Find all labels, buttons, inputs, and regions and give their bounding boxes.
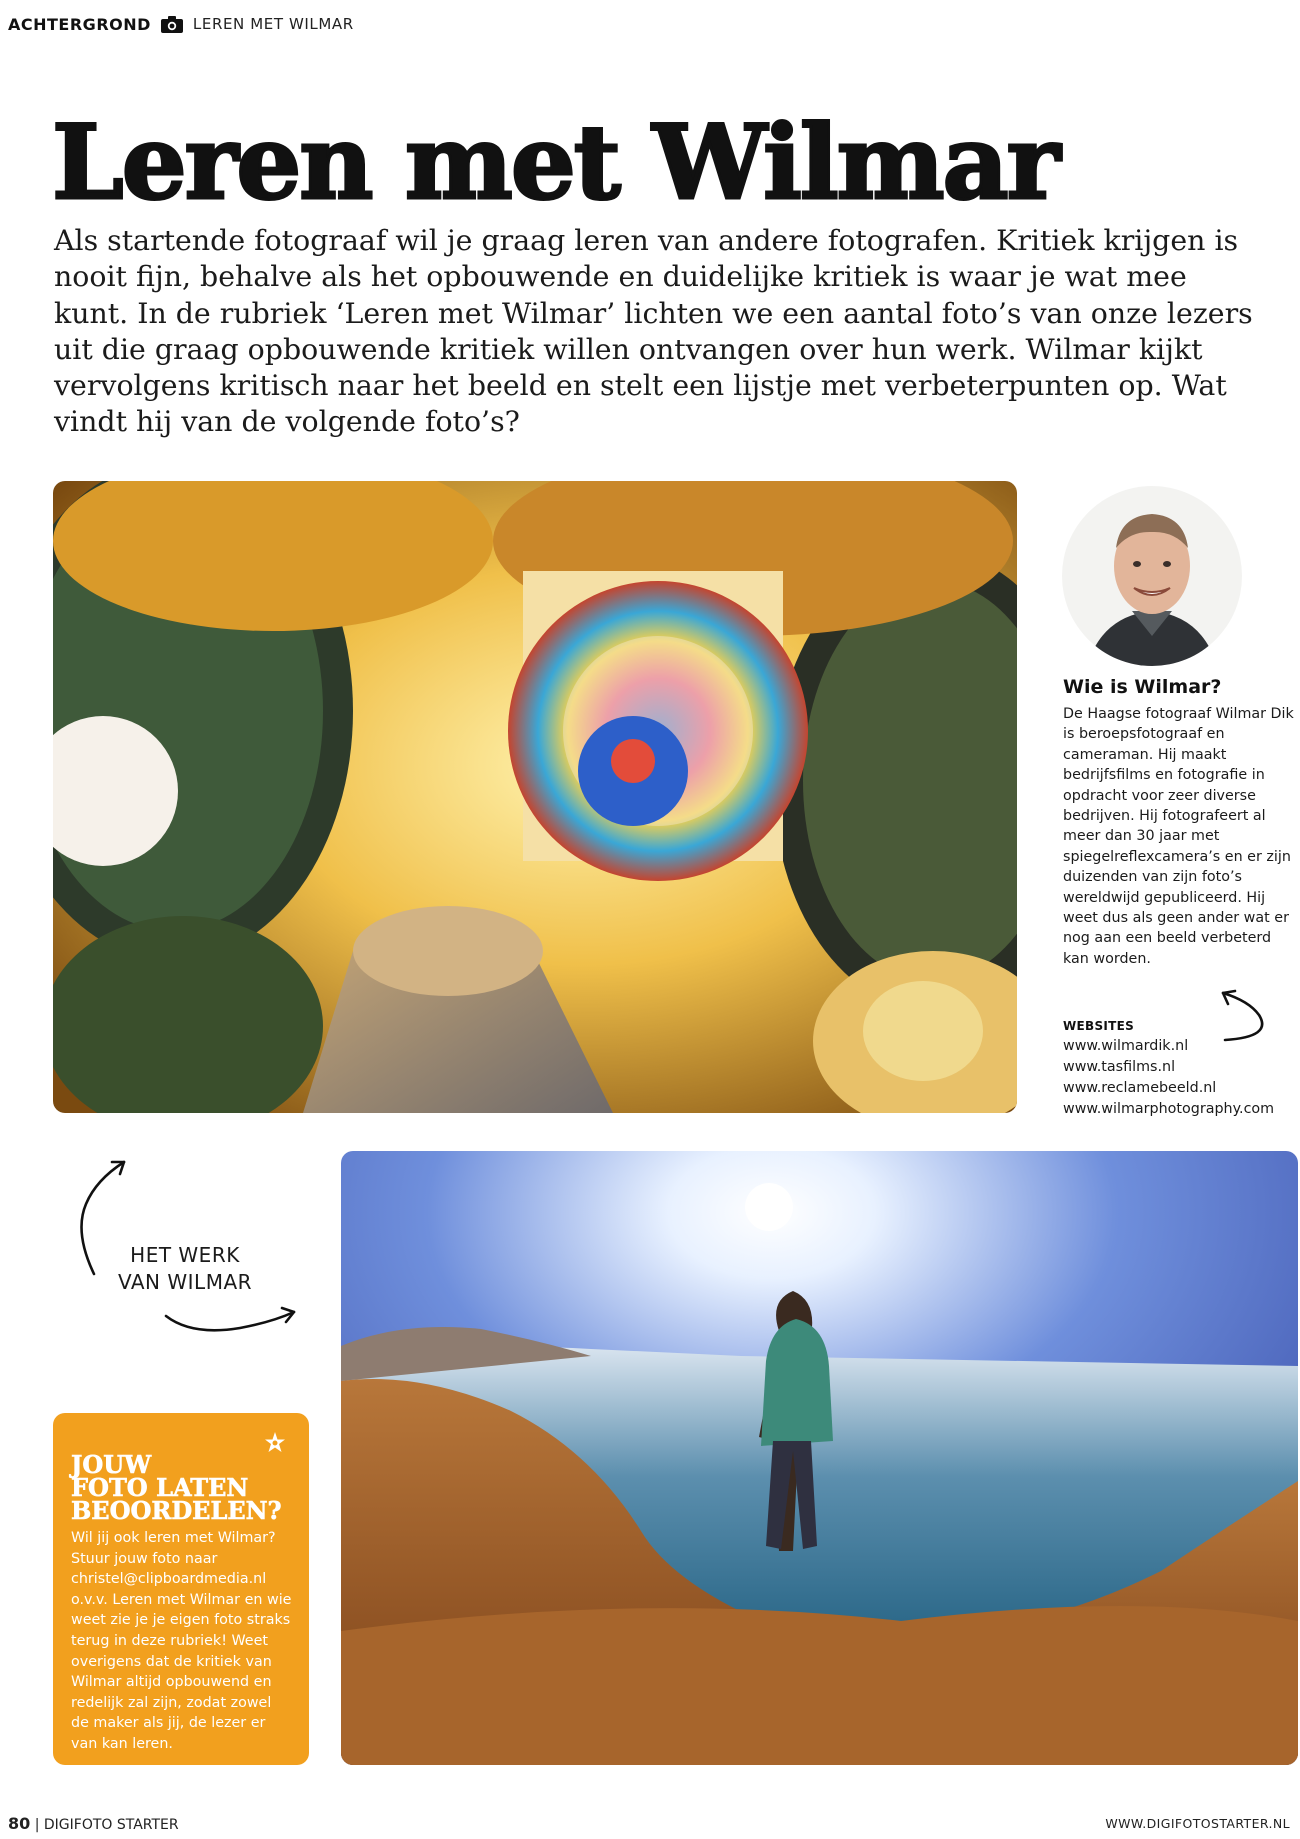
submit-heading-line-1: JOUW: [71, 1450, 152, 1479]
article-intro: Als startende fotograaf wil je graag leren van andere fotografen. Kritiek krijgen is nooit fijn, behalve als het opbouwende en duidelijke kritiek is waar je wat mee kunt. In de rubriek ‘Leren met Wilmar’ lichten we een aantal foto’s van onze lezers uit die graag opbouwende kritiek willen ontvangen over hun werk. Wilmar kijkt vervolgens kritisch naar het beeld en stelt een lijstje met verbeterpunten op. Wat vindt hij van de volgende foto’s?: [54, 224, 1253, 439]
star-icon: [263, 1431, 287, 1455]
curved-arrow-icon: [162, 1302, 300, 1336]
church-ceiling-photo: [53, 481, 1017, 1113]
magazine-name: DIGIFOTO STARTER: [43, 1817, 179, 1833]
submit-photo-box: [53, 1413, 309, 1765]
camera-icon: [161, 16, 183, 33]
magazine-url[interactable]: WWW.DIGIFOTOSTARTER.NL: [1105, 1816, 1290, 1831]
website-link[interactable]: www.wilmardik.nl: [1063, 1038, 1189, 1054]
section-label: ACHTERGROND: [8, 14, 151, 34]
website-link[interactable]: www.reclamebeeld.nl: [1063, 1080, 1217, 1096]
about-heading: Wie is Wilmar?: [1063, 676, 1222, 698]
article-title: Leren met Wilmar: [52, 103, 1059, 223]
submit-heading-line-3: BEOORDELEN?: [71, 1496, 282, 1525]
dead-sea-photo: [341, 1151, 1298, 1765]
submit-heading: [71, 1450, 293, 1525]
about-text: De Haagse fotograaf Wilmar Dik is beroepsfotograaf en cameraman. Hij maakt bedrijfsfilms en fotografie in opdracht voor zeer diverse bedrijven. Hij fotografeert al meer dan 30 jaar met spiegelreflexcamera’s en er zijn duizenden van zijn foto’s wereldwijd gepubliceerd. Hij weet dus als geen ander wat er nog aan een beeld verbeterd kan worden.: [1063, 706, 1294, 967]
websites-heading: WEBSITES: [1063, 1019, 1135, 1033]
website-link[interactable]: www.tasfilms.nl: [1063, 1059, 1176, 1075]
page-footer: [8, 1814, 179, 1833]
wilmar-portrait: [1062, 486, 1242, 666]
page-number: 80: [8, 1814, 31, 1833]
running-header: [8, 12, 354, 36]
submit-heading-line-2: FOTO LATEN: [71, 1473, 249, 1502]
rubric-label: LEREN MET WILMAR: [192, 15, 354, 33]
about-wilmar: [1063, 676, 1299, 969]
callout-line-2: VAN WILMAR: [117, 1270, 253, 1294]
submit-text: Wil jij ook leren met Wilmar? Stuur jouw foto naar christel@clipboardmedia.nl o.v.v. Leren met Wilmar en wie weet zie je je eigen foto straks terug in deze rubriek! Weet overigens dat de kritiek van Wilmar altijd opbouwend en redelijk zal zijn, zodat zowel de maker als jij, de lezer er van kan leren.: [71, 1530, 292, 1752]
callout-work-of-wilmar: [100, 1242, 270, 1296]
curved-arrow-icon: [1215, 985, 1275, 1045]
website-link[interactable]: www.wilmarphotography.com: [1063, 1101, 1275, 1117]
callout-line-1: HET WERK: [130, 1243, 240, 1267]
footer-separator: |: [34, 1817, 40, 1833]
